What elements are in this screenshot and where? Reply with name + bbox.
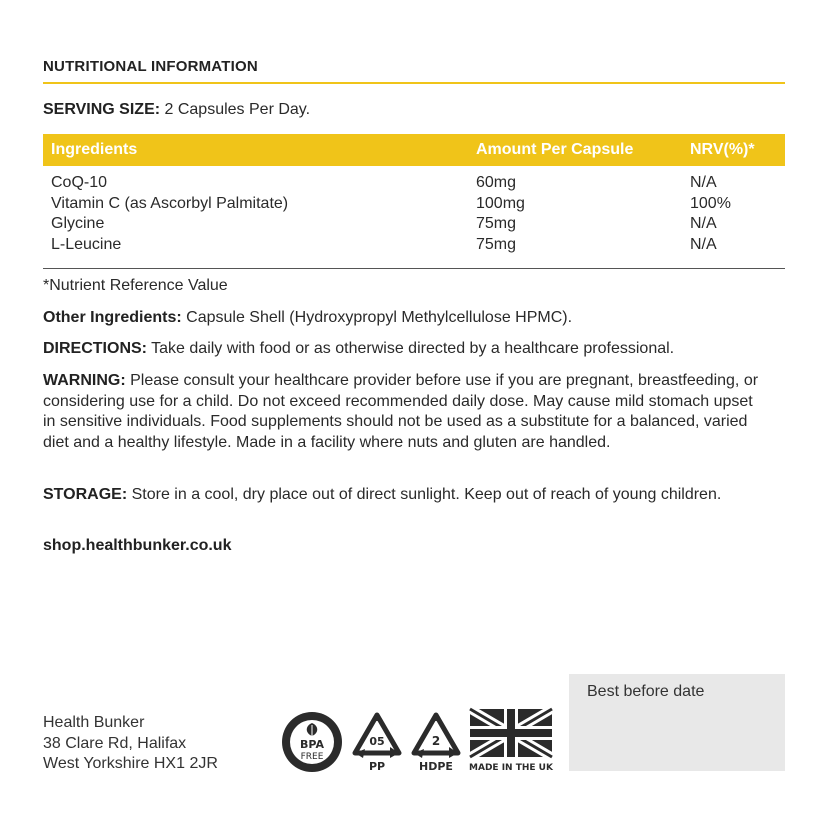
website-link[interactable]: shop.healthbunker.co.uk bbox=[43, 537, 232, 554]
warning bbox=[43, 371, 763, 453]
recycle-pp-icon bbox=[350, 711, 404, 773]
serving-size-label: SERVING SIZE: bbox=[43, 101, 161, 118]
storage-text: Store in a cool, dry place out of direct sunlight. Keep out of reach of young children. bbox=[127, 486, 722, 503]
ingredient-name: Glycine bbox=[51, 215, 105, 232]
ingredient-nrv: N/A bbox=[690, 235, 717, 253]
address-line: 38 Clare Rd, Halifax bbox=[43, 734, 187, 752]
nrv-footnote: *Nutrient Reference Value bbox=[43, 277, 228, 294]
ingredient-name: Vitamin C (as Ascorbyl Palmitate) bbox=[51, 194, 289, 212]
table-row bbox=[43, 174, 785, 195]
table-row bbox=[43, 236, 785, 257]
directions-text: Take daily with food or as otherwise directed by a healthcare professional. bbox=[147, 340, 675, 357]
warning-text: Please consult your healthcare provider before use if you are pregnant, breastfeeding, or considering use for a child. Do not exceed recommended daily dose. May cause mild stomach upset in sensitive individuals. Food supplements should not be used as a substitute for a balanced, varied diet and a healthy lifestyle. Made in a facility where nuts and gluten are handled. bbox=[43, 372, 759, 451]
recycle-hdpe-icon bbox=[409, 711, 463, 773]
best-before-box bbox=[569, 674, 785, 771]
recycle-label: HDPE bbox=[419, 760, 453, 773]
ingredient-name: L-Leucine bbox=[51, 235, 122, 253]
ingredient-amount: 100mg bbox=[476, 194, 525, 212]
nutrition-table bbox=[43, 134, 785, 269]
made-in-uk-text: MADE IN THE UK bbox=[469, 763, 553, 773]
address-line: Health Bunker bbox=[43, 714, 145, 731]
best-before-label: Best before date bbox=[587, 683, 705, 700]
table-row bbox=[43, 195, 785, 216]
storage-label: STORAGE: bbox=[43, 486, 128, 503]
table-row bbox=[43, 215, 785, 236]
storage bbox=[43, 485, 743, 506]
directions bbox=[43, 340, 674, 358]
title-divider bbox=[43, 82, 785, 84]
company-address bbox=[43, 713, 218, 775]
ingredient-amount: 75mg bbox=[476, 235, 517, 253]
recycle-label: PP bbox=[368, 760, 386, 773]
ingredient-nrv: 100% bbox=[690, 194, 731, 212]
other-ingredients-label: Other Ingredients: bbox=[43, 309, 182, 326]
header-amount: Amount Per Capsule bbox=[476, 141, 634, 158]
other-ingredients bbox=[43, 309, 572, 327]
table-header bbox=[43, 134, 785, 166]
ingredient-amount: 60mg bbox=[476, 174, 517, 191]
ingredient-nrv: N/A bbox=[690, 215, 717, 232]
serving-size-value: 2 Capsules Per Day. bbox=[160, 101, 311, 118]
other-ingredients-text: Capsule Shell (Hydroxypropyl Methylcellulose HPMC). bbox=[181, 309, 573, 326]
free-text: FREE bbox=[300, 752, 324, 762]
warning-label: WARNING: bbox=[43, 372, 126, 389]
address-line: West Yorkshire HX1 2JR bbox=[43, 755, 218, 772]
serving-size bbox=[43, 101, 310, 119]
section-title: NUTRITIONAL INFORMATION bbox=[43, 58, 258, 75]
recycle-code: 05 bbox=[369, 735, 385, 748]
bpa-text: BPA bbox=[300, 738, 324, 751]
ingredient-name: CoQ-10 bbox=[51, 174, 108, 191]
header-ingredients: Ingredients bbox=[51, 141, 138, 158]
table-body bbox=[43, 174, 785, 269]
ingredient-amount: 75mg bbox=[476, 215, 517, 232]
uk-flag-icon bbox=[468, 707, 554, 773]
directions-label: DIRECTIONS: bbox=[43, 340, 147, 357]
recycle-code: 2 bbox=[431, 734, 441, 748]
bpa-free-icon bbox=[281, 711, 343, 773]
header-nrv: NRV(%)* bbox=[690, 141, 755, 158]
ingredient-nrv: N/A bbox=[690, 174, 717, 191]
